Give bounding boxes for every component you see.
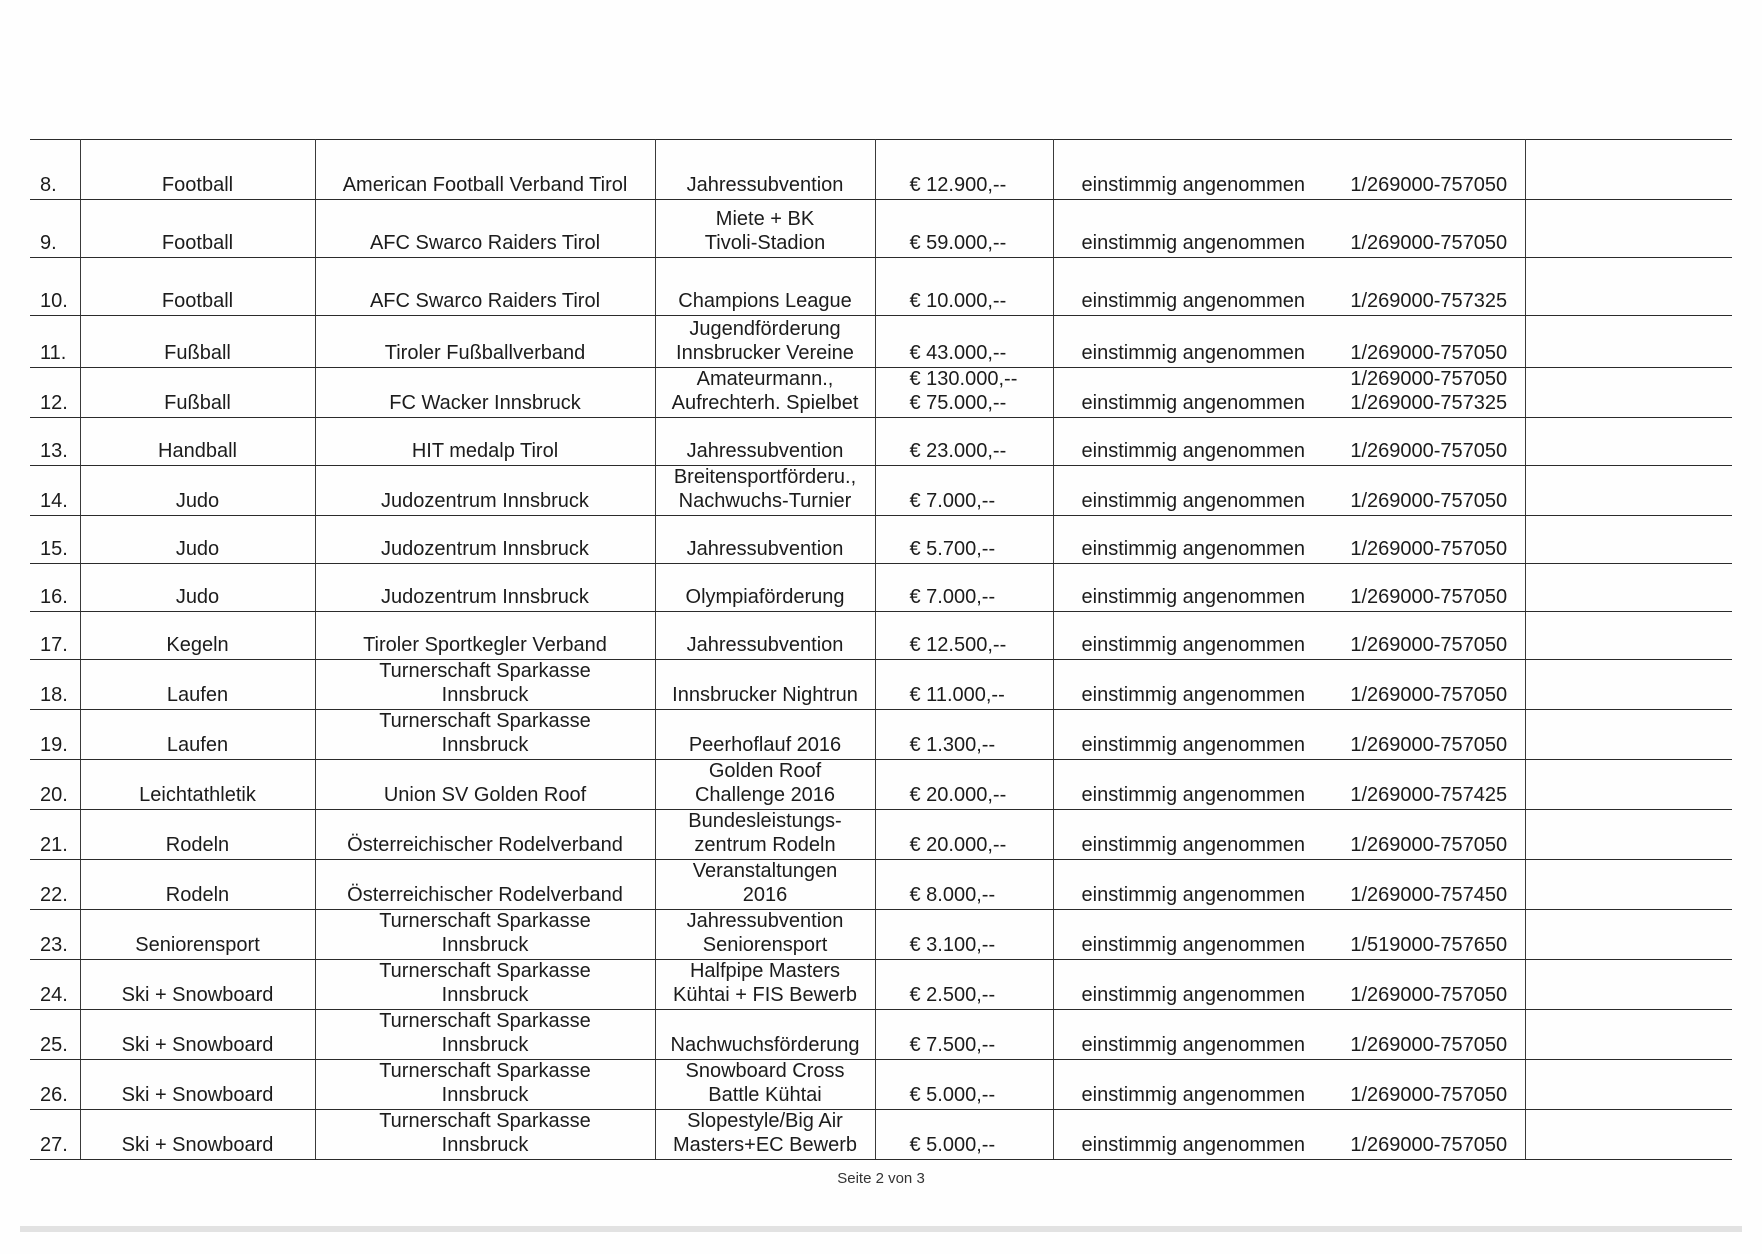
blank-cell [1525,466,1732,516]
row-number: 18. [30,660,80,710]
scan-bottom-edge [20,1226,1742,1232]
amount-cell-line: € 10.000,-- [909,289,1007,312]
sport-cell: Laufen [80,660,315,710]
account-cell-line: 1/269000-757050 [1350,733,1508,756]
blank-cell [1525,200,1732,258]
decision-cell: einstimmig angenommen [1053,710,1333,760]
sport-cell: Football [80,200,315,258]
purpose-cell-line: 2016 [742,883,788,906]
amount-cell [875,140,1053,200]
purpose-cell-line: Jahressubvention [686,537,844,560]
amount-cell-line: € 5.000,-- [909,1083,996,1106]
amount-cell-line: € 75.000,-- [909,391,1007,414]
amount-cell-line: € 12.900,-- [909,173,1007,196]
sport-cell: Ski + Snowboard [80,1060,315,1110]
table-row [30,140,1732,200]
row-number: 16. [30,564,80,612]
club-cell [315,860,655,910]
account-cell-line: 1/269000-757325 [1350,391,1508,414]
amount-cell-line: € 23.000,-- [909,439,1007,462]
account-cell-line: 1/269000-757050 [1350,537,1508,560]
purpose-cell [655,760,875,810]
sport-cell: Fußball [80,368,315,418]
purpose-cell [655,860,875,910]
account-cell-line: 1/269000-757050 [1350,1133,1508,1156]
amount-cell-line: € 20.000,-- [909,783,1007,806]
row-number: 20. [30,760,80,810]
purpose-cell-line: Golden Roof [708,760,822,782]
club-cell [315,418,655,466]
club-cell-line: AFC Swarco Raiders Tirol [369,231,601,254]
account-cell [1333,200,1525,258]
table-row [30,1010,1732,1060]
amount-cell [875,516,1053,564]
amount-cell [875,760,1053,810]
club-cell-line: Innsbruck [441,983,529,1006]
row-number: 11. [30,316,80,368]
table-row [30,258,1732,316]
purpose-cell-line: Seniorensport [702,933,828,956]
amount-cell-line: € 130.000,-- [909,368,1018,390]
blank-cell [1525,1060,1732,1110]
club-cell-line: HIT medalp Tirol [411,439,559,462]
purpose-cell [655,258,875,316]
purpose-cell [655,810,875,860]
amount-cell [875,1060,1053,1110]
row-number: 9. [30,200,80,258]
club-cell-line: Österreichischer Rodelverband [347,833,623,856]
account-cell-line: 1/269000-757050 [1350,1083,1508,1106]
purpose-cell-line: Masters+EC Bewerb [673,1133,857,1156]
amount-cell-line: € 1.300,-- [909,733,996,756]
amount-cell [875,1110,1053,1160]
blank-cell [1525,316,1732,368]
sport-cell: Rodeln [80,810,315,860]
club-cell [315,660,655,710]
club-cell [315,1060,655,1110]
blank-cell [1525,660,1732,710]
purpose-cell-line: Nachwuchs-Turnier [678,489,852,512]
club-cell-line: Turnerschaft Sparkasse [379,1060,591,1082]
account-cell [1333,612,1525,660]
sport-cell: Judo [80,564,315,612]
club-cell [315,564,655,612]
account-cell-line: 1/269000-757050 [1350,983,1508,1006]
sport-cell: Ski + Snowboard [80,1110,315,1160]
sport-cell: Handball [80,418,315,466]
sport-cell: Judo [80,466,315,516]
amount-cell-line: € 59.000,-- [909,231,1007,254]
table-row [30,564,1732,612]
account-cell-line: 1/269000-757050 [1350,489,1508,512]
blank-cell [1525,960,1732,1010]
amount-cell-line: € 20.000,-- [909,833,1007,856]
table-row [30,860,1732,910]
sport-cell: Ski + Snowboard [80,960,315,1010]
blank-cell [1525,1110,1732,1160]
club-cell [315,1010,655,1060]
club-cell-line: Innsbruck [441,1033,529,1056]
table-row [30,200,1732,258]
account-cell [1333,860,1525,910]
amount-cell-line: € 7.000,-- [909,585,996,608]
amount-cell [875,258,1053,316]
amount-cell-line: € 2.500,-- [909,983,996,1006]
account-cell-line: 1/269000-757050 [1350,368,1508,390]
row-number: 22. [30,860,80,910]
decision-cell: einstimmig angenommen [1053,516,1333,564]
table-row [30,1060,1732,1110]
table-row [30,466,1732,516]
account-cell [1333,1010,1525,1060]
blank-cell [1525,418,1732,466]
blank-cell [1525,910,1732,960]
amount-cell-line: € 5.700,-- [909,537,996,560]
blank-cell [1525,810,1732,860]
account-cell-line: 1/269000-757050 [1350,439,1508,462]
club-cell [315,368,655,418]
decision-cell: einstimmig angenommen [1053,960,1333,1010]
club-cell-line: Union SV Golden Roof [383,783,587,806]
amount-cell [875,910,1053,960]
account-cell [1333,710,1525,760]
account-cell-line: 1/269000-757050 [1350,231,1508,254]
blank-cell [1525,564,1732,612]
sport-cell: Seniorensport [80,910,315,960]
club-cell-line: Innsbruck [441,1083,529,1106]
blank-cell [1525,258,1732,316]
purpose-cell-line: Innsbrucker Vereine [676,341,854,364]
account-cell [1333,368,1525,418]
purpose-cell-line: Breitensportförderu., [673,466,857,488]
sport-cell: Football [80,258,315,316]
purpose-cell [655,466,875,516]
decision-cell: einstimmig angenommen [1053,1110,1333,1160]
club-cell-line: Österreichischer Rodelverband [347,883,623,906]
club-cell-line: Tiroler Fußballverband [384,341,586,364]
club-cell-line: Judozentrum Innsbruck [381,537,589,560]
purpose-cell-line: Kühtai + FIS Bewerb [673,983,857,1006]
purpose-cell [655,368,875,418]
purpose-cell-line: Snowboard Cross [685,1060,845,1082]
row-number: 10. [30,258,80,316]
page-number-footer: Seite 2 von 3 [837,1170,925,1187]
blank-cell [1525,612,1732,660]
decision-cell: einstimmig angenommen [1053,860,1333,910]
account-cell [1333,960,1525,1010]
sport-cell: Laufen [80,710,315,760]
decision-cell: einstimmig angenommen [1053,564,1333,612]
subsidy-table-body [30,140,1732,1160]
purpose-cell-line: Bundesleistungs- [688,810,842,832]
purpose-cell-line: Champions League [678,289,852,312]
row-number: 21. [30,810,80,860]
amount-cell-line: € 5.000,-- [909,1133,996,1156]
row-number: 25. [30,1010,80,1060]
account-cell [1333,516,1525,564]
account-cell [1333,564,1525,612]
amount-cell-line: € 8.000,-- [909,883,996,906]
club-cell-line: Innsbruck [441,1133,529,1156]
amount-cell [875,860,1053,910]
purpose-cell [655,1110,875,1160]
row-number: 12. [30,368,80,418]
decision-cell: einstimmig angenommen [1053,760,1333,810]
amount-cell-line: € 7.000,-- [909,489,996,512]
purpose-cell-line: Aufrechterh. Spielbet [671,391,859,414]
decision-cell: einstimmig angenommen [1053,200,1333,258]
account-cell [1333,140,1525,200]
club-cell [315,140,655,200]
account-cell-line: 1/269000-757050 [1350,341,1508,364]
row-number: 26. [30,1060,80,1110]
account-cell [1333,1060,1525,1110]
club-cell-line: AFC Swarco Raiders Tirol [369,289,601,312]
sport-cell: Fußball [80,316,315,368]
blank-cell [1525,760,1732,810]
purpose-cell-line: Halfpipe Masters [689,960,841,982]
amount-cell [875,1010,1053,1060]
amount-cell-line: € 43.000,-- [909,341,1007,364]
row-number: 15. [30,516,80,564]
club-cell-line: FC Wacker Innsbruck [389,391,581,414]
account-cell-line: 1/269000-757050 [1350,1033,1508,1056]
row-number: 17. [30,612,80,660]
sport-cell: Football [80,140,315,200]
account-cell [1333,660,1525,710]
purpose-cell [655,418,875,466]
decision-cell: einstimmig angenommen [1053,258,1333,316]
purpose-cell [655,910,875,960]
amount-cell [875,564,1053,612]
club-cell [315,612,655,660]
row-number: 13. [30,418,80,466]
account-cell [1333,316,1525,368]
purpose-cell-line: Jugendförderung [689,318,841,340]
club-cell [315,810,655,860]
table-row [30,660,1732,710]
purpose-cell-line: Tivoli-Stadion [704,231,826,254]
decision-cell: einstimmig angenommen [1053,1060,1333,1110]
club-cell-line: Innsbruck [441,733,529,756]
table-row [30,516,1732,564]
purpose-cell-line: Slopestyle/Big Air [687,1110,843,1132]
purpose-cell-line: Jahressubvention [686,910,844,932]
purpose-cell-line: Innsbrucker Nightrun [672,683,858,706]
purpose-cell-line: Jahressubvention [686,439,844,462]
club-cell [315,316,655,368]
account-cell [1333,1110,1525,1160]
club-cell [315,760,655,810]
blank-cell [1525,140,1732,200]
account-cell [1333,910,1525,960]
purpose-cell-line: Miete + BK [715,208,815,230]
decision-cell: einstimmig angenommen [1053,810,1333,860]
account-cell [1333,466,1525,516]
purpose-cell [655,660,875,710]
club-cell-line: Innsbruck [441,683,529,706]
purpose-cell-line: Jahressubvention [686,633,844,656]
table-row [30,418,1732,466]
account-cell-line: 1/269000-757050 [1350,173,1508,196]
account-cell [1333,760,1525,810]
purpose-cell [655,960,875,1010]
account-cell-line: 1/269000-757050 [1350,585,1508,608]
blank-cell [1525,860,1732,910]
table-row [30,810,1732,860]
club-cell [315,516,655,564]
purpose-cell-line: Veranstaltungen [692,860,838,882]
purpose-cell-line: Amateurmann., [696,368,834,390]
purpose-cell [655,1010,875,1060]
amount-cell [875,316,1053,368]
row-number: 19. [30,710,80,760]
amount-cell [875,960,1053,1010]
decision-cell: einstimmig angenommen [1053,1010,1333,1060]
decision-cell: einstimmig angenommen [1053,316,1333,368]
purpose-cell [655,1060,875,1110]
account-cell-line: 1/269000-757325 [1350,289,1508,312]
purpose-cell-line: Battle Kühtai [708,1083,822,1106]
table-row [30,960,1732,1010]
purpose-cell [655,612,875,660]
sport-cell: Kegeln [80,612,315,660]
table-row [30,910,1732,960]
row-number: 24. [30,960,80,1010]
purpose-cell [655,710,875,760]
club-cell-line: Turnerschaft Sparkasse [379,660,591,682]
amount-cell [875,466,1053,516]
club-cell-line: Turnerschaft Sparkasse [379,1110,591,1132]
subsidy-table [30,139,1732,1160]
account-cell-line: 1/519000-757650 [1350,933,1508,956]
club-cell-line: Tiroler Sportkegler Verband [363,633,607,656]
club-cell-line: Judozentrum Innsbruck [381,585,589,608]
club-cell [315,910,655,960]
blank-cell [1525,1010,1732,1060]
purpose-cell-line: Nachwuchsförderung [670,1033,860,1056]
account-cell-line: 1/269000-757050 [1350,833,1508,856]
table-row [30,760,1732,810]
blank-cell [1525,516,1732,564]
amount-cell [875,368,1053,418]
club-cell-line: Innsbruck [441,933,529,956]
table-row [30,316,1732,368]
decision-cell: einstimmig angenommen [1053,466,1333,516]
club-cell-line: American Football Verband Tirol [342,173,628,196]
decision-cell: einstimmig angenommen [1053,660,1333,710]
amount-cell-line: € 12.500,-- [909,633,1007,656]
account-cell [1333,258,1525,316]
table-row [30,368,1732,418]
decision-cell: einstimmig angenommen [1053,140,1333,200]
club-cell [315,466,655,516]
amount-cell [875,810,1053,860]
row-number: 8. [30,140,80,200]
club-cell [315,1110,655,1160]
purpose-cell [655,316,875,368]
amount-cell-line: € 3.100,-- [909,933,996,956]
account-cell-line: 1/269000-757450 [1350,883,1508,906]
blank-cell [1525,710,1732,760]
purpose-cell-line: Olympiaförderung [685,585,845,608]
decision-cell: einstimmig angenommen [1053,368,1333,418]
purpose-cell [655,516,875,564]
decision-cell: einstimmig angenommen [1053,612,1333,660]
table-row [30,1110,1732,1160]
club-cell-line: Turnerschaft Sparkasse [379,960,591,982]
sport-cell: Leichtathletik [80,760,315,810]
club-cell [315,200,655,258]
row-number: 23. [30,910,80,960]
amount-cell [875,710,1053,760]
sport-cell: Ski + Snowboard [80,1010,315,1060]
account-cell-line: 1/269000-757050 [1350,633,1508,656]
account-cell [1333,810,1525,860]
blank-cell [1525,368,1732,418]
club-cell-line: Turnerschaft Sparkasse [379,910,591,932]
purpose-cell [655,564,875,612]
amount-cell [875,612,1053,660]
account-cell-line: 1/269000-757425 [1350,783,1508,806]
amount-cell-line: € 7.500,-- [909,1033,996,1056]
sport-cell: Judo [80,516,315,564]
account-cell [1333,418,1525,466]
club-cell-line: Judozentrum Innsbruck [381,489,589,512]
club-cell [315,710,655,760]
amount-cell [875,660,1053,710]
amount-cell-line: € 11.000,-- [909,683,1005,706]
purpose-cell-line: zentrum Rodeln [694,833,836,856]
purpose-cell-line: Challenge 2016 [694,783,836,806]
amount-cell [875,418,1053,466]
amount-cell [875,200,1053,258]
purpose-cell-line: Jahressubvention [686,173,844,196]
table-row [30,710,1732,760]
purpose-cell [655,200,875,258]
club-cell-line: Turnerschaft Sparkasse [379,1010,591,1032]
decision-cell: einstimmig angenommen [1053,418,1333,466]
row-number: 27. [30,1110,80,1160]
club-cell [315,960,655,1010]
club-cell-line: Turnerschaft Sparkasse [379,710,591,732]
sport-cell: Rodeln [80,860,315,910]
club-cell [315,258,655,316]
table-row [30,612,1732,660]
purpose-cell [655,140,875,200]
decision-cell: einstimmig angenommen [1053,910,1333,960]
purpose-cell-line: Peerhoflauf 2016 [688,733,842,756]
account-cell-line: 1/269000-757050 [1350,683,1508,706]
row-number: 14. [30,466,80,516]
